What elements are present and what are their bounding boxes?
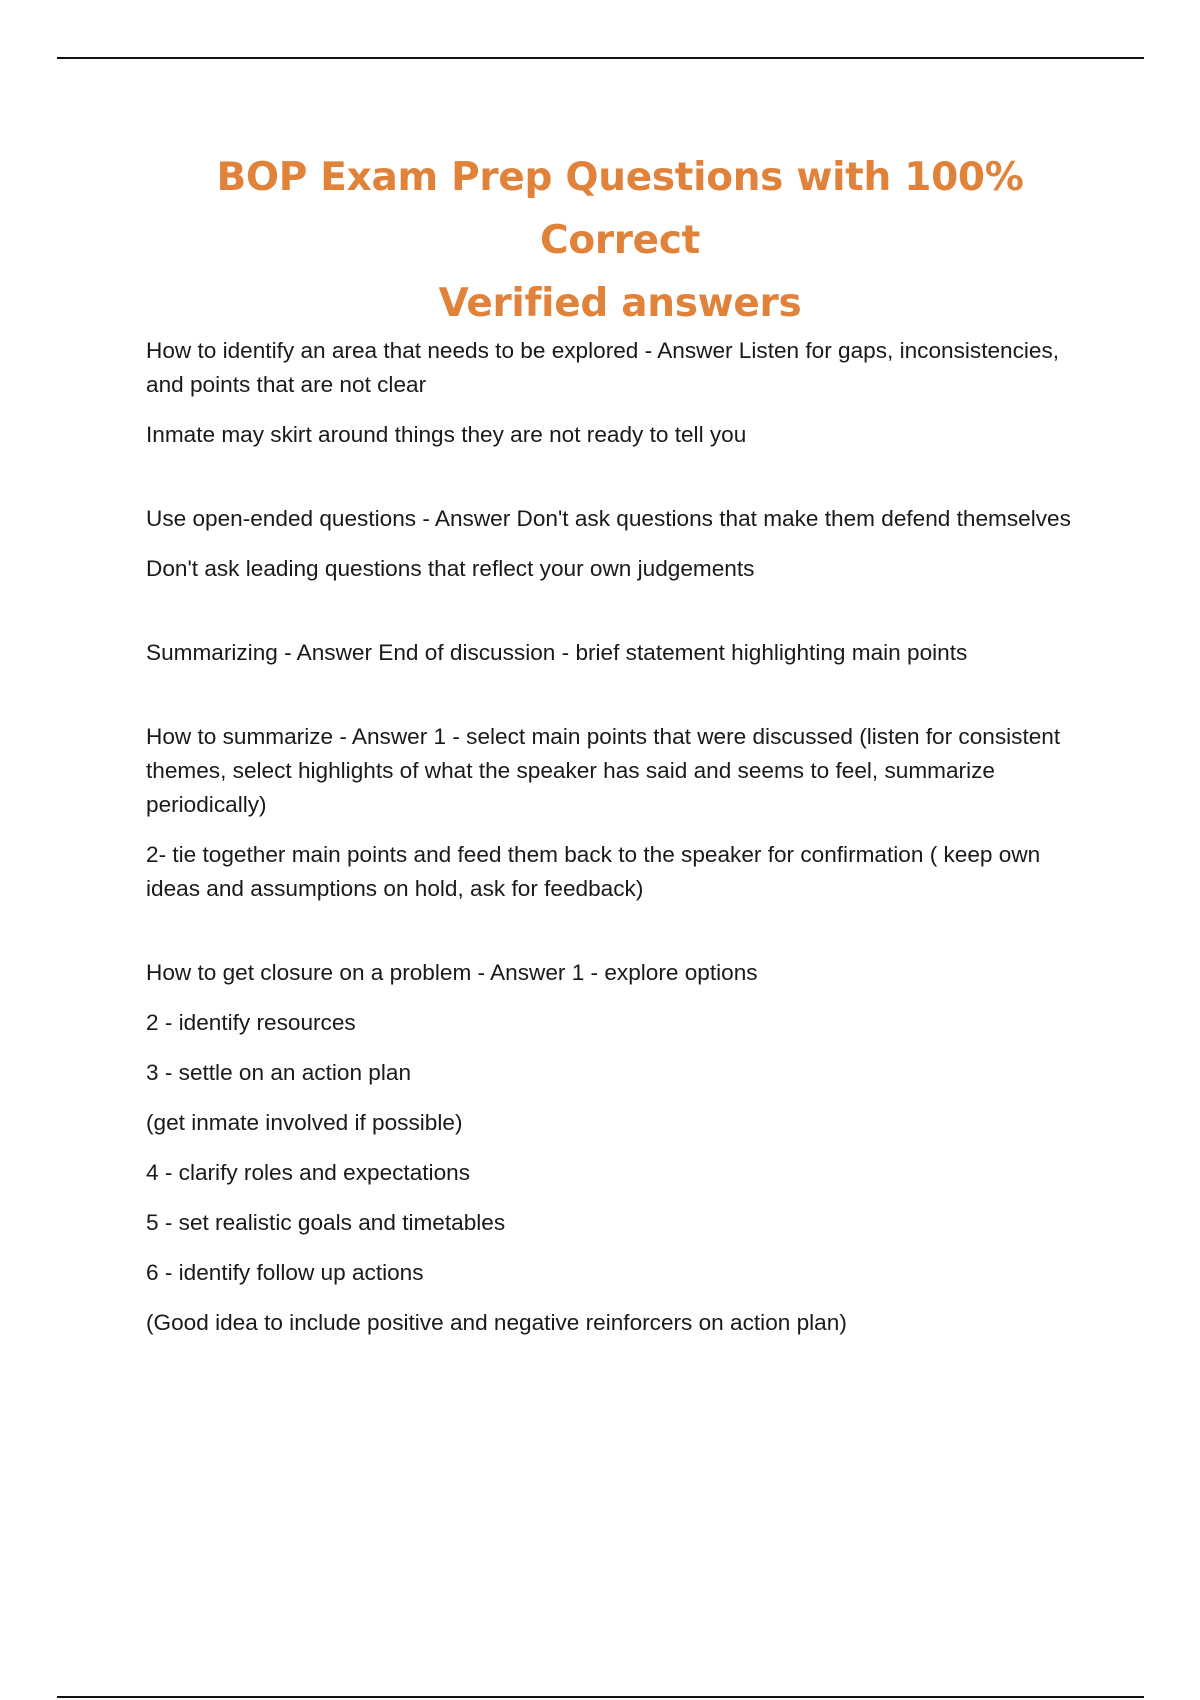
paragraph: (get inmate involved if possible)	[146, 1110, 463, 1135]
paragraph: Don't ask leading questions that reflect your own judgements	[146, 556, 755, 581]
paragraph: 5 - set realistic goals and timetables	[146, 1210, 506, 1235]
paragraph: 2 - identify resources	[146, 1010, 356, 1035]
qa-open-ended-questions	[146, 502, 1086, 586]
paragraph: How to get closure on a problem - Answer 1 - explore options	[146, 960, 758, 985]
footer-rule	[57, 1696, 1144, 1698]
title-line-1: BOP Exam Prep Questions with 100% Correct	[216, 155, 1024, 263]
qa-summarizing	[146, 636, 1086, 670]
header-rule	[57, 57, 1144, 59]
paragraph: 2- tie together main points and feed them back to the speaker for confirmation ( keep own ideas and assumptions on hold, ask for feedback)	[146, 842, 1041, 901]
paragraph: 4 - clarify roles and expectations	[146, 1160, 471, 1185]
paragraph: Summarizing - Answer End of discussion - brief statement highlighting main points	[146, 640, 968, 665]
title-line-2: Verified answers	[438, 281, 802, 326]
document-body	[146, 334, 1086, 1340]
paragraph: 6 - identify follow up actions	[146, 1260, 424, 1285]
qa-how-to-summarize	[146, 720, 1086, 906]
qa-identify-area	[146, 334, 1086, 452]
paragraph: How to identify an area that needs to be explored - Answer Listen for gaps, inconsistencies, and points that are not clear	[146, 338, 1060, 397]
page-title	[160, 146, 1080, 335]
paragraph: Use open-ended questions - Answer Don't ask questions that make them defend themselves	[146, 506, 1071, 531]
paragraph: (Good idea to include positive and negative reinforcers on action plan)	[146, 1310, 847, 1335]
qa-closure	[146, 956, 1086, 1340]
paragraph: Inmate may skirt around things they are not ready to tell you	[146, 422, 747, 447]
paragraph: How to summarize - Answer 1 - select main points that were discussed (listen for consistent themes, select highlights of what the speaker has said and seems to feel, summarize periodically)	[146, 724, 1061, 817]
paragraph: 3 - settle on an action plan	[146, 1060, 412, 1085]
